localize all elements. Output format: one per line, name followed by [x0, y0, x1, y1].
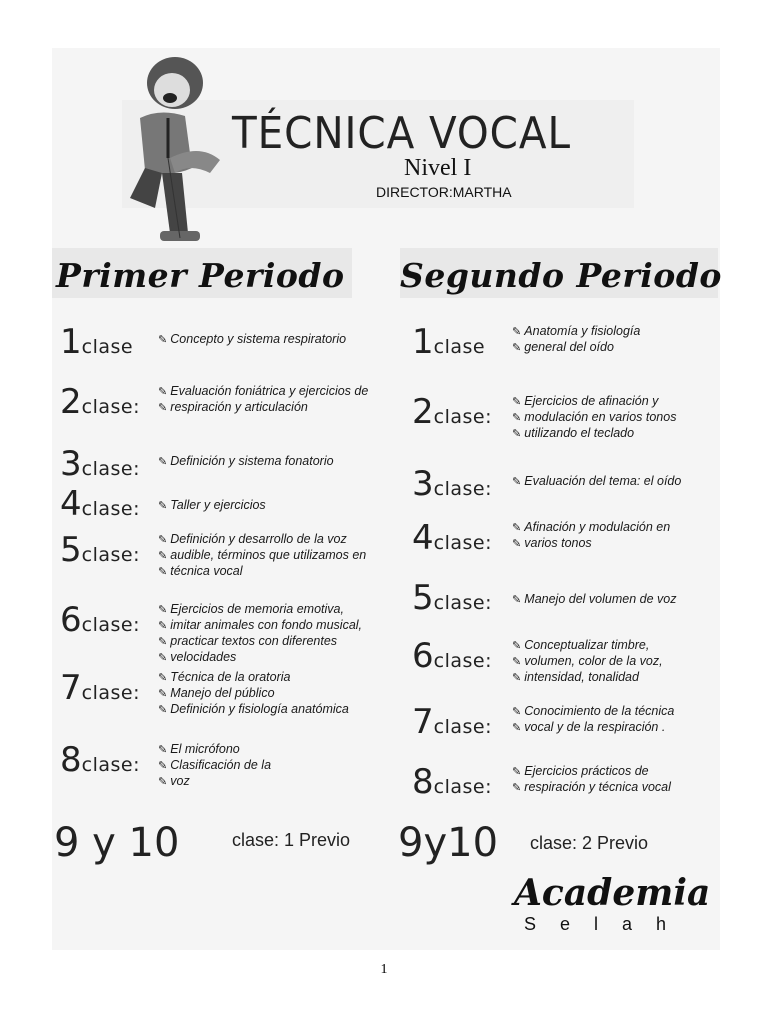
class-number: 4 — [412, 518, 434, 558]
class-label: clase: — [81, 498, 140, 520]
class-item — [60, 600, 140, 640]
class-number: 1 — [60, 322, 82, 362]
description-line — [158, 454, 398, 470]
class-description — [158, 454, 398, 470]
class-item — [412, 636, 492, 676]
academia-logo-text: Academia — [514, 872, 711, 914]
description-text: Taller y ejercicios — [170, 498, 266, 512]
pencil-icon: ✎ — [158, 550, 171, 562]
class-label: clase: — [81, 682, 140, 704]
description-line — [512, 654, 722, 670]
description-text: Definición y sistema fonatorio — [170, 454, 334, 468]
description-text: modulación en varios tonos — [524, 410, 677, 424]
pencil-icon: ✎ — [512, 640, 525, 652]
pencil-icon: ✎ — [158, 500, 171, 512]
class-number: 7 — [412, 702, 434, 742]
class-description — [512, 704, 722, 736]
description-line — [158, 758, 398, 774]
description-line — [158, 602, 398, 618]
class-item — [60, 382, 140, 422]
description-line — [158, 548, 398, 564]
class-description — [512, 394, 722, 442]
pencil-icon: ✎ — [512, 522, 525, 534]
class-description — [158, 332, 398, 348]
description-text: intensidad, tonalidad — [524, 670, 639, 684]
description-text: audible, términos que utilizamos en — [170, 548, 367, 562]
class-number: 5 — [60, 530, 82, 570]
class-item — [412, 392, 492, 432]
class-description — [512, 638, 722, 686]
description-line — [512, 592, 722, 608]
class-label: clase: — [81, 754, 140, 776]
pencil-icon: ✎ — [512, 428, 525, 440]
class-label: clase: — [433, 592, 492, 614]
description-line — [158, 650, 398, 666]
description-text: Técnica de la oratoria — [170, 670, 291, 684]
class-item — [60, 530, 140, 570]
class-description — [512, 324, 722, 356]
description-text: voz — [170, 774, 190, 788]
description-text: El micrófono — [170, 742, 240, 756]
description-text: respiración y técnica vocal — [524, 780, 671, 794]
description-line — [158, 564, 398, 580]
description-text: Conocimiento de la técnica — [524, 704, 675, 718]
class-description — [512, 764, 722, 796]
pencil-icon: ✎ — [158, 760, 171, 772]
pencil-icon: ✎ — [158, 566, 171, 578]
pencil-icon: ✎ — [512, 656, 525, 668]
class-number: 8 — [60, 740, 82, 780]
pencil-icon: ✎ — [158, 672, 171, 684]
class-number: 7 — [60, 668, 82, 708]
class-number: 2 — [412, 392, 434, 432]
description-text: practicar textos con diferentes — [170, 634, 338, 648]
description-line — [512, 394, 722, 410]
pencil-icon: ✎ — [158, 386, 171, 398]
class-description — [512, 520, 722, 552]
description-text: Ejercicios de afinación y — [524, 394, 659, 408]
class-item — [60, 740, 140, 780]
class-label: clase: — [81, 614, 140, 636]
description-text: varios tonos — [524, 536, 592, 550]
description-text: Ejercicios prácticos de — [524, 764, 649, 778]
class-description — [158, 498, 398, 514]
class-label: clase: — [81, 396, 140, 418]
description-line — [158, 702, 398, 718]
pencil-icon: ✎ — [158, 456, 171, 468]
description-text: Manejo del público — [170, 686, 275, 700]
class-number: 2 — [60, 382, 82, 422]
description-line — [158, 774, 398, 790]
pencil-icon: ✎ — [512, 538, 525, 550]
pencil-icon: ✎ — [158, 604, 171, 616]
description-line — [512, 474, 722, 490]
description-text: volumen, color de la voz, — [524, 654, 663, 668]
description-line — [512, 720, 722, 736]
pencil-icon: ✎ — [512, 326, 525, 338]
description-line — [158, 618, 398, 634]
class-item — [412, 762, 492, 802]
period-title-primer: Primer Periodo — [56, 256, 345, 295]
class-description — [158, 742, 398, 790]
pencil-icon: ✎ — [158, 334, 171, 346]
page-title: TÉCNICA VOCAL — [232, 108, 571, 159]
pencil-icon: ✎ — [512, 476, 525, 488]
class-description — [158, 384, 398, 416]
class-number: 3 — [60, 444, 82, 484]
description-line — [158, 670, 398, 686]
final-row-segundo — [398, 820, 498, 866]
pencil-icon: ✎ — [512, 722, 525, 734]
description-line — [512, 324, 722, 340]
singer-mascot-illustration — [100, 48, 230, 248]
pencil-icon: ✎ — [158, 402, 171, 414]
description-text: Clasificación de la — [170, 758, 272, 772]
selah-logo-text: Selah — [524, 914, 691, 934]
class-description — [512, 474, 722, 490]
description-line — [512, 670, 722, 686]
pencil-icon: ✎ — [158, 652, 171, 664]
class-label: clase: — [433, 650, 492, 672]
description-text: Evaluación foniátrica y ejercicios de — [170, 384, 369, 398]
pencil-icon: ✎ — [158, 688, 171, 700]
description-line — [512, 410, 722, 426]
pencil-icon: ✎ — [512, 342, 525, 354]
class-number: 6 — [60, 600, 82, 640]
class-number: 4 — [60, 484, 82, 524]
class-label: clase: — [433, 776, 492, 798]
description-line — [512, 704, 722, 720]
class-label: clase: — [81, 544, 140, 566]
pencil-icon: ✎ — [512, 412, 525, 424]
class-label: clase — [433, 336, 486, 358]
class-item — [412, 464, 492, 504]
description-text: general del oído — [524, 340, 614, 354]
description-text: Definición y desarrollo de la voz — [170, 532, 347, 546]
description-line — [158, 634, 398, 650]
description-text: Ejercicios de memoria emotiva, — [170, 602, 344, 616]
class-label: clase — [81, 336, 134, 358]
description-text: imitar animales con fondo musical, — [170, 618, 363, 632]
pencil-icon: ✎ — [158, 636, 171, 648]
class-item — [60, 484, 140, 524]
description-text: velocidades — [170, 650, 237, 664]
class-item — [60, 444, 140, 484]
class-description — [512, 592, 722, 608]
final-class-numbers: 9y10 — [398, 820, 499, 866]
description-text: Definición y fisiología anatómica — [170, 702, 349, 716]
description-line — [512, 780, 722, 796]
description-text: utilizando el teclado — [524, 426, 635, 440]
description-text: vocal y de la respiración . — [524, 720, 666, 734]
description-line — [512, 340, 722, 356]
class-item — [412, 702, 492, 742]
pencil-icon: ✎ — [512, 396, 525, 408]
class-description — [158, 532, 398, 580]
description-text: Evaluación del tema: el oído — [524, 474, 682, 488]
class-label: clase: — [81, 458, 140, 480]
description-text: Concepto y sistema respiratorio — [170, 332, 347, 346]
pencil-icon: ✎ — [158, 534, 171, 546]
class-item — [60, 322, 133, 362]
class-item — [412, 518, 492, 558]
pencil-icon: ✎ — [512, 594, 525, 606]
class-label: clase: — [433, 478, 492, 500]
description-line — [512, 520, 722, 536]
class-number: 6 — [412, 636, 434, 676]
pencil-icon: ✎ — [512, 766, 525, 778]
class-description — [158, 602, 398, 666]
page-subtitle: Nivel I — [404, 155, 472, 181]
description-line — [158, 532, 398, 548]
final-class-numbers: 9 y 10 — [54, 820, 180, 866]
class-item — [412, 578, 492, 618]
final-label-primer — [232, 830, 350, 851]
pencil-icon: ✎ — [158, 744, 171, 756]
class-number: 5 — [412, 578, 434, 618]
description-text: Afinación y modulación en — [524, 520, 671, 534]
class-number: 8 — [412, 762, 434, 802]
page-number: 1 — [380, 962, 388, 977]
class-label: clase: — [433, 532, 492, 554]
description-text: respiración y articulación — [170, 400, 308, 414]
class-label: clase: — [433, 716, 492, 738]
pencil-icon: ✎ — [158, 704, 171, 716]
final-class-label: clase: 1 Previo — [232, 830, 351, 850]
class-item — [60, 668, 140, 708]
description-text: Conceptualizar timbre, — [524, 638, 650, 652]
description-text: Manejo del volumen de voz — [524, 592, 677, 606]
description-line — [512, 764, 722, 780]
description-line — [512, 638, 722, 654]
period-title-segundo: Segundo Periodo — [400, 256, 722, 295]
description-line — [158, 332, 398, 348]
description-line — [158, 384, 398, 400]
final-class-label: clase: 2 Previo — [530, 833, 649, 853]
pencil-icon: ✎ — [158, 620, 171, 632]
pencil-icon: ✎ — [512, 706, 525, 718]
description-line — [512, 536, 722, 552]
class-number: 3 — [412, 464, 434, 504]
description-line — [512, 426, 722, 442]
description-text: Anatomía y fisiología — [524, 324, 641, 338]
pencil-icon: ✎ — [512, 782, 525, 794]
class-description — [158, 670, 398, 718]
description-line — [158, 742, 398, 758]
final-label-segundo — [530, 833, 648, 854]
class-label: clase: — [433, 406, 492, 428]
director-label: DIRECTOR:MARTHA — [376, 184, 512, 200]
final-row-primer — [54, 820, 179, 866]
description-line — [158, 498, 398, 514]
pencil-icon: ✎ — [158, 776, 171, 788]
pencil-icon: ✎ — [512, 672, 525, 684]
description-text: técnica vocal — [170, 564, 243, 578]
description-line — [158, 686, 398, 702]
class-number: 1 — [412, 322, 434, 362]
description-line — [158, 400, 398, 416]
class-item — [412, 322, 485, 362]
